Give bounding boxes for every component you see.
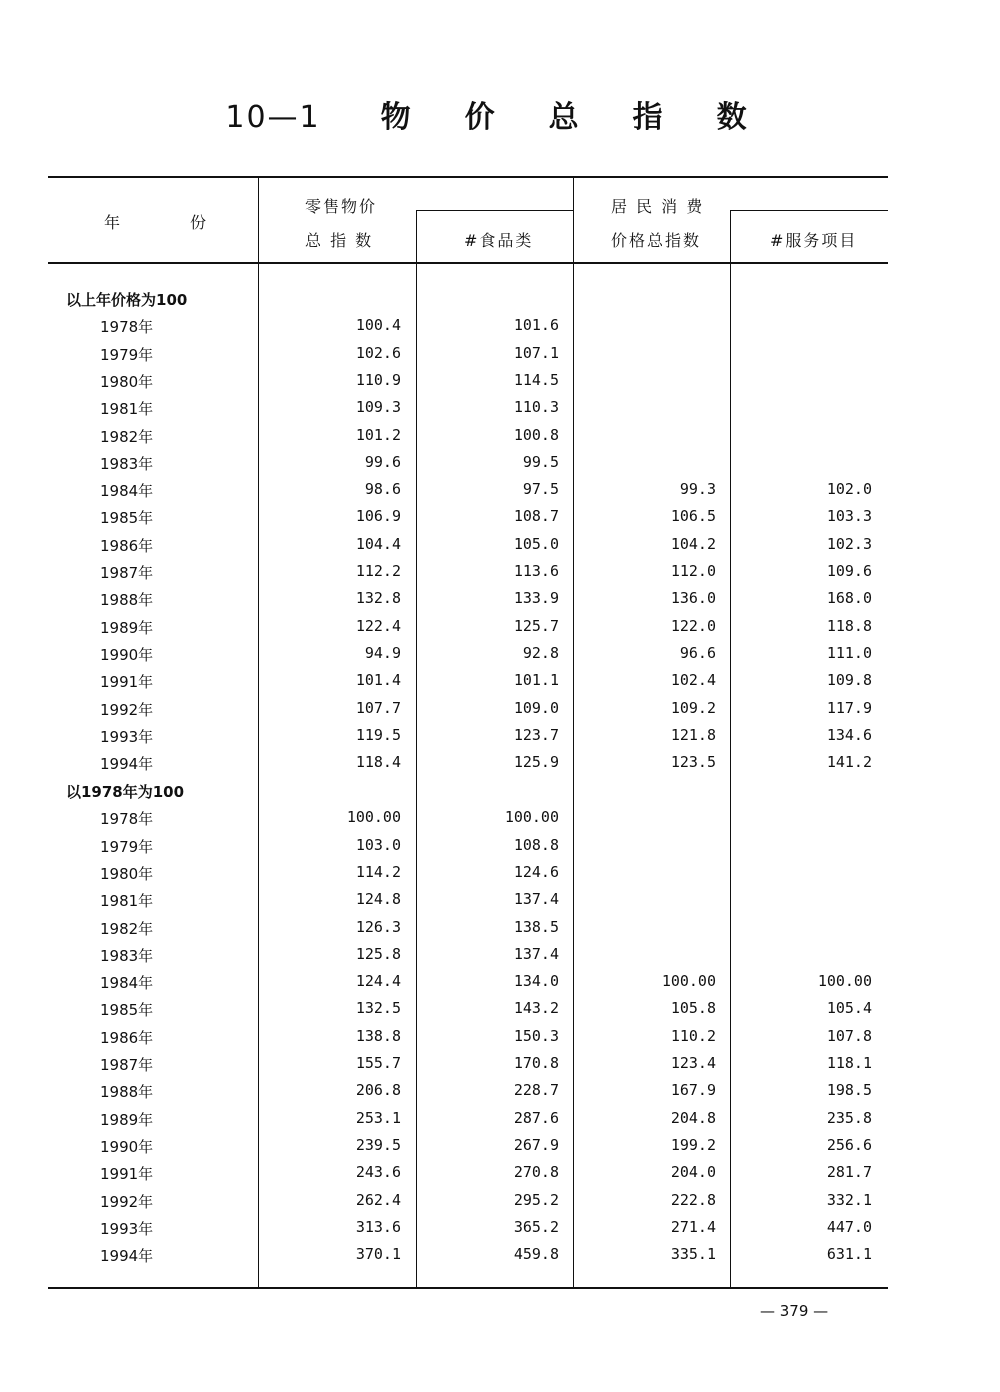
table-row xyxy=(0,945,1000,967)
value-cell: 256.6 xyxy=(826,1135,872,1154)
year-cell: 1994年 xyxy=(100,755,154,774)
value-cell: 102.4 xyxy=(670,671,716,690)
table-row xyxy=(0,808,1000,830)
value-cell: 109.6 xyxy=(826,562,872,580)
table-row xyxy=(0,836,1000,858)
year-cell: 1983年 xyxy=(100,454,154,473)
value-cell: 199.2 xyxy=(670,1135,716,1154)
value-cell: 239.5 xyxy=(355,1135,401,1154)
value-cell: 313.6 xyxy=(355,1217,401,1236)
value-cell: 267.9 xyxy=(513,1135,559,1154)
value-cell: 134.0 xyxy=(513,972,559,991)
year-cell: 1986年 xyxy=(100,536,154,555)
value-cell: 132.5 xyxy=(355,999,401,1018)
table-row xyxy=(0,972,1000,994)
page-number: — 379 — xyxy=(760,1302,829,1320)
table-row xyxy=(0,1136,1000,1158)
value-cell: 108.8 xyxy=(513,835,559,854)
year-cell: 1985年 xyxy=(100,1001,154,1020)
header-retail-line2: 总 指 数 xyxy=(305,231,374,250)
title-char: 指 xyxy=(632,100,665,135)
value-cell: 295.2 xyxy=(513,1190,559,1209)
table-row xyxy=(0,918,1000,940)
title-char: 物 xyxy=(380,100,413,135)
value-cell: 124.4 xyxy=(355,972,401,991)
year-cell: 1989年 xyxy=(100,1110,154,1129)
section-label: 以上年价格为100 xyxy=(66,291,188,309)
year-cell: 1982年 xyxy=(100,919,154,938)
value-cell: 253.1 xyxy=(355,1108,401,1127)
value-cell: 109.8 xyxy=(826,671,872,690)
value-cell: 117.9 xyxy=(826,698,872,717)
year-cell: 1989年 xyxy=(100,618,154,637)
year-cell: 1981年 xyxy=(100,400,154,419)
value-cell: 123.4 xyxy=(670,1054,716,1072)
value-cell: 105.8 xyxy=(670,999,716,1018)
table-row xyxy=(0,453,1000,475)
value-cell: 124.6 xyxy=(513,862,559,881)
value-cell: 104.4 xyxy=(355,534,401,553)
year-cell: 1980年 xyxy=(100,372,154,391)
value-cell: 459.8 xyxy=(513,1245,559,1264)
table-row xyxy=(0,644,1000,666)
table-row xyxy=(0,1027,1000,1049)
table-number: 10—1 xyxy=(225,100,321,135)
year-cell: 1993年 xyxy=(100,1219,154,1238)
table-row xyxy=(0,535,1000,557)
value-cell: 134.6 xyxy=(826,725,872,744)
value-cell: 125.9 xyxy=(513,753,559,772)
year-cell: 1979年 xyxy=(100,345,154,364)
value-cell: 94.9 xyxy=(364,643,401,662)
value-cell: 170.8 xyxy=(513,1054,559,1072)
title-char: 价 xyxy=(464,100,497,135)
value-cell: 106.5 xyxy=(670,507,716,526)
table-row xyxy=(0,507,1000,529)
table-row xyxy=(0,753,1000,775)
table-row xyxy=(0,890,1000,912)
value-cell: 168.0 xyxy=(826,589,872,608)
value-cell: 109.0 xyxy=(513,698,559,717)
value-cell: 107.8 xyxy=(826,1026,872,1045)
value-cell: 104.2 xyxy=(670,534,716,553)
header-food: #食品类 xyxy=(464,231,534,250)
value-cell: 102.3 xyxy=(826,534,872,553)
header-retail-line1: 零售物价 xyxy=(305,197,378,216)
title-char: 总 xyxy=(548,100,581,135)
year-cell: 1992年 xyxy=(100,700,154,719)
value-cell: 118.1 xyxy=(826,1054,872,1072)
value-cell: 122.4 xyxy=(355,616,401,635)
year-cell: 1978年 xyxy=(100,318,154,337)
header-year-char-1: 年 xyxy=(104,213,123,232)
value-cell: 109.3 xyxy=(355,398,401,417)
value-cell: 110.9 xyxy=(355,370,401,389)
value-cell: 99.6 xyxy=(364,452,401,471)
value-cell: 243.6 xyxy=(355,1163,401,1182)
section-label: 以1978年为100 xyxy=(66,783,185,801)
table-row xyxy=(0,398,1000,420)
value-cell: 167.9 xyxy=(670,1081,716,1100)
value-cell: 125.7 xyxy=(513,616,559,635)
year-cell: 1988年 xyxy=(100,1083,154,1102)
value-cell: 99.5 xyxy=(522,452,559,471)
value-cell: 447.0 xyxy=(826,1217,872,1236)
table-row xyxy=(0,999,1000,1021)
year-cell: 1990年 xyxy=(100,645,154,664)
value-cell: 114.5 xyxy=(513,370,559,389)
header-cpi-line2: 价格总指数 xyxy=(611,231,702,250)
table-row xyxy=(0,1054,1000,1076)
table-row xyxy=(0,863,1000,885)
header-sub-rule-right xyxy=(731,210,888,211)
value-cell: 118.4 xyxy=(355,753,401,772)
value-cell: 108.7 xyxy=(513,507,559,526)
page-title xyxy=(0,92,1000,136)
table-row xyxy=(0,562,1000,584)
value-cell: 100.00 xyxy=(661,972,716,991)
table-row xyxy=(0,371,1000,393)
year-cell: 1984年 xyxy=(100,482,154,501)
table-row xyxy=(0,1245,1000,1267)
value-cell: 105.0 xyxy=(513,534,559,553)
year-cell: 1979年 xyxy=(100,837,154,856)
value-cell: 281.7 xyxy=(826,1163,872,1182)
value-cell: 114.2 xyxy=(355,862,401,881)
table-row xyxy=(0,589,1000,611)
value-cell: 109.2 xyxy=(670,698,716,717)
value-cell: 270.8 xyxy=(513,1163,559,1182)
value-cell: 262.4 xyxy=(355,1190,401,1209)
value-cell: 102.6 xyxy=(355,343,401,362)
table-row xyxy=(0,316,1000,338)
value-cell: 136.0 xyxy=(670,589,716,608)
year-cell: 1991年 xyxy=(100,673,154,692)
value-cell: 101.1 xyxy=(513,671,559,690)
year-cell: 1978年 xyxy=(100,810,154,829)
value-cell: 101.4 xyxy=(355,671,401,690)
value-cell: 155.7 xyxy=(355,1054,401,1072)
value-cell: 287.6 xyxy=(513,1108,559,1127)
value-cell: 107.1 xyxy=(513,343,559,362)
value-cell: 143.2 xyxy=(513,999,559,1018)
year-cell: 1990年 xyxy=(100,1137,154,1156)
table-row xyxy=(0,1218,1000,1240)
value-cell: 122.0 xyxy=(670,616,716,635)
header-sub-rule-left xyxy=(417,210,573,211)
value-cell: 332.1 xyxy=(826,1190,872,1209)
value-cell: 101.2 xyxy=(355,425,401,444)
value-cell: 96.6 xyxy=(679,643,716,662)
value-cell: 100.00 xyxy=(817,972,872,991)
value-cell: 106.9 xyxy=(355,507,401,526)
value-cell: 204.0 xyxy=(670,1163,716,1182)
value-cell: 204.8 xyxy=(670,1108,716,1127)
value-cell: 123.5 xyxy=(670,753,716,772)
table-bottom-rule xyxy=(48,1287,888,1289)
value-cell: 126.3 xyxy=(355,917,401,936)
value-cell: 107.7 xyxy=(355,698,401,717)
year-cell: 1988年 xyxy=(100,591,154,610)
value-cell: 235.8 xyxy=(826,1108,872,1127)
value-cell: 112.0 xyxy=(670,562,716,580)
value-cell: 100.00 xyxy=(504,808,559,827)
table-row xyxy=(0,671,1000,693)
value-cell: 119.5 xyxy=(355,725,401,744)
value-cell: 110.2 xyxy=(670,1026,716,1045)
table-row xyxy=(0,726,1000,748)
header-bottom-rule xyxy=(48,262,888,264)
value-cell: 100.00 xyxy=(346,808,401,827)
table-top-rule xyxy=(48,176,888,178)
value-cell: 141.2 xyxy=(826,753,872,772)
value-cell: 118.8 xyxy=(826,616,872,635)
table-row xyxy=(0,1163,1000,1185)
value-cell: 111.0 xyxy=(826,643,872,662)
value-cell: 121.8 xyxy=(670,725,716,744)
value-cell: 124.8 xyxy=(355,890,401,909)
value-cell: 100.8 xyxy=(513,425,559,444)
header-year-char-2: 份 xyxy=(190,213,209,232)
value-cell: 271.4 xyxy=(670,1217,716,1236)
value-cell: 370.1 xyxy=(355,1245,401,1264)
year-cell: 1994年 xyxy=(100,1247,154,1266)
table-row xyxy=(0,1081,1000,1103)
value-cell: 103.3 xyxy=(826,507,872,526)
year-cell: 1987年 xyxy=(100,564,154,582)
table-row xyxy=(0,344,1000,366)
value-cell: 198.5 xyxy=(826,1081,872,1100)
year-cell: 1987年 xyxy=(100,1056,154,1074)
year-cell: 1991年 xyxy=(100,1165,154,1184)
value-cell: 137.4 xyxy=(513,890,559,909)
year-cell: 1980年 xyxy=(100,864,154,883)
value-cell: 228.7 xyxy=(513,1081,559,1100)
value-cell: 105.4 xyxy=(826,999,872,1018)
value-cell: 113.6 xyxy=(513,562,559,580)
table-row xyxy=(0,1191,1000,1213)
value-cell: 132.8 xyxy=(355,589,401,608)
table-row xyxy=(0,1109,1000,1131)
year-cell: 1992年 xyxy=(100,1192,154,1211)
value-cell: 100.4 xyxy=(355,316,401,335)
value-cell: 112.2 xyxy=(355,562,401,580)
value-cell: 103.0 xyxy=(355,835,401,854)
table-row xyxy=(0,426,1000,448)
value-cell: 137.4 xyxy=(513,944,559,963)
year-cell: 1981年 xyxy=(100,892,154,911)
year-cell: 1982年 xyxy=(100,427,154,446)
value-cell: 102.0 xyxy=(826,480,872,499)
table-row xyxy=(0,699,1000,721)
value-cell: 92.8 xyxy=(522,643,559,662)
value-cell: 335.1 xyxy=(670,1245,716,1264)
year-cell: 1983年 xyxy=(100,946,154,965)
header-service: #服务项目 xyxy=(770,231,858,250)
value-cell: 98.6 xyxy=(364,480,401,499)
header-cpi-line1: 居 民 消 费 xyxy=(611,197,705,216)
year-cell: 1986年 xyxy=(100,1028,154,1047)
year-cell: 1993年 xyxy=(100,727,154,746)
value-cell: 123.7 xyxy=(513,725,559,744)
value-cell: 206.8 xyxy=(355,1081,401,1100)
value-cell: 150.3 xyxy=(513,1026,559,1045)
value-cell: 99.3 xyxy=(679,480,716,499)
value-cell: 365.2 xyxy=(513,1217,559,1236)
value-cell: 133.9 xyxy=(513,589,559,608)
value-cell: 110.3 xyxy=(513,398,559,417)
value-cell: 138.5 xyxy=(513,917,559,936)
value-cell: 631.1 xyxy=(826,1245,872,1264)
value-cell: 97.5 xyxy=(522,480,559,499)
value-cell: 125.8 xyxy=(355,944,401,963)
value-cell: 101.6 xyxy=(513,316,559,335)
table-row xyxy=(0,480,1000,502)
year-cell: 1985年 xyxy=(100,509,154,528)
year-cell: 1984年 xyxy=(100,974,154,993)
value-cell: 138.8 xyxy=(355,1026,401,1045)
title-char: 数 xyxy=(716,100,749,135)
value-cell: 222.8 xyxy=(670,1190,716,1209)
table-row xyxy=(0,617,1000,639)
